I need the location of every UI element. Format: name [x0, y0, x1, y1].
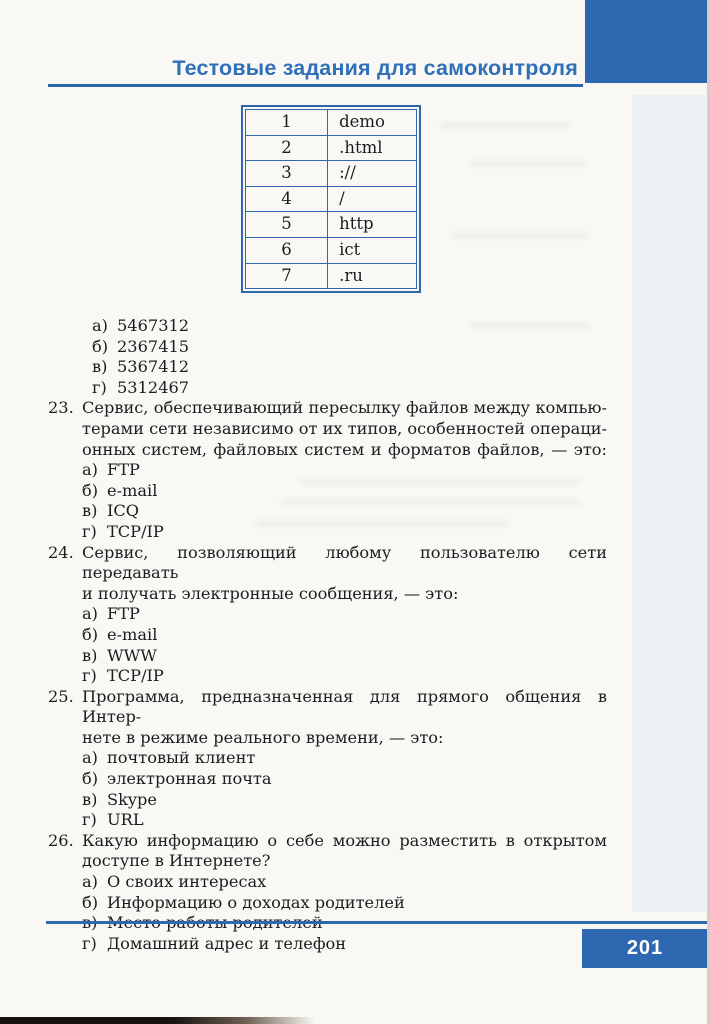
url-part-value: .html [328, 135, 417, 161]
question-body [82, 687, 607, 831]
option-text: Домашний адрес и телефон [107, 933, 347, 953]
option-text: TCP/IP [107, 666, 164, 686]
question-text-line: доступе в Интернете? [82, 851, 271, 871]
url-part-number: 3 [246, 161, 328, 187]
answer-option [82, 872, 607, 893]
option-letter: в) [82, 645, 98, 665]
answer-option [92, 378, 607, 399]
option-text: ICQ [107, 501, 140, 521]
question-number: 25. [48, 686, 74, 706]
option-text: FTP [107, 460, 140, 480]
question-text-line: и получать электронные сообщения, — это: [82, 583, 459, 603]
option-text: URL [107, 810, 144, 830]
url-part-value: / [328, 186, 417, 212]
option-text: 5467312 [117, 316, 190, 335]
option-text: О своих интересах [107, 872, 267, 892]
option-text: почтовый клиент [107, 748, 256, 768]
option-letter: б) [82, 769, 99, 789]
option-letter: г) [82, 666, 97, 686]
table-row [246, 110, 417, 136]
scan-texture-strip [632, 95, 706, 912]
bleed-artifact [450, 232, 590, 239]
table-row [246, 161, 417, 187]
table-row [246, 237, 417, 263]
option-letter: а) [82, 604, 98, 624]
question-number: 24. [48, 542, 74, 562]
table-row [246, 135, 417, 161]
option-letter: в) [92, 357, 108, 377]
option-letter: г) [82, 810, 97, 830]
answer-option [82, 913, 607, 934]
url-part-value: ict [328, 237, 417, 263]
url-part-value: .ru [328, 263, 417, 289]
question-25 [48, 687, 607, 831]
corner-accent-block [585, 0, 708, 83]
option-letter: б) [82, 892, 99, 912]
bleed-artifact [255, 520, 510, 527]
answer-option [82, 666, 607, 687]
option-letter: б) [82, 624, 99, 644]
url-part-value: demo [328, 110, 417, 136]
question-text-line: терами сети независимо от их типов, особенностей операци- [82, 418, 607, 438]
bleed-artifact [470, 322, 590, 329]
option-letter: г) [82, 521, 97, 541]
question-number: 23. [48, 398, 74, 418]
table-row [246, 186, 417, 212]
question-body [82, 543, 607, 687]
question-text-line: Какую информацию о себе можно разместить в открытом [82, 830, 607, 850]
url-part-number: 5 [246, 212, 328, 238]
url-part-number: 1 [246, 110, 328, 136]
option-letter: г) [82, 933, 97, 953]
option-letter: г) [92, 377, 107, 397]
option-text: TCP/IP [107, 521, 164, 541]
option-text: Skype [107, 789, 157, 809]
answer-option [82, 625, 607, 646]
option-text: 5312467 [117, 377, 190, 397]
option-text: e-mail [107, 480, 158, 500]
url-part-value: :// [328, 161, 417, 187]
question-text-line: Сервис, позволяющий любому пользователю сети передавать [82, 542, 607, 583]
option-text: электронная почта [107, 769, 272, 789]
option-letter [82, 913, 102, 934]
footer-rule [46, 921, 708, 924]
option-letter: а) [82, 872, 98, 892]
option-letter: в) [82, 789, 98, 809]
option-text: 5367412 [117, 357, 190, 377]
answer-option [82, 748, 607, 769]
answer-option [82, 893, 607, 914]
option-text: 2367415 [117, 336, 190, 356]
option-text: e-mail [107, 624, 158, 644]
option-letter: а) [82, 460, 98, 480]
url-part-number: 7 [246, 263, 328, 289]
url-part-value: http [328, 212, 417, 238]
question-26 [48, 831, 607, 955]
question-text-line: Программа, предназначенная для прямого общения в Интер- [82, 686, 607, 727]
answer-option [92, 337, 607, 358]
option-letter: б) [92, 336, 109, 356]
answer-option [92, 357, 607, 378]
question-text-line: нете в режиме реального времени, — это: [82, 727, 444, 747]
bleed-artifact [468, 160, 586, 167]
answer-option [82, 604, 607, 625]
url-parts-table [241, 105, 421, 293]
url-part-number: 6 [246, 237, 328, 263]
answer-option [82, 934, 607, 955]
question-text-line: онных систем, файловых систем и форматов файлов, — это: [82, 439, 607, 459]
bleed-artifact [280, 499, 580, 506]
question-body [82, 831, 607, 955]
option-letter: а) [92, 316, 108, 335]
url-part-number: 4 [246, 186, 328, 212]
page-body [48, 316, 607, 954]
table-row [246, 263, 417, 289]
book-edge-shadow [0, 1017, 315, 1024]
answer-option [82, 769, 607, 790]
question-text-line: Сервис, обеспечивающий пересылку файлов между компью- [82, 398, 607, 418]
option-letter: а) [82, 748, 98, 768]
page-number-badge: 201 [582, 929, 708, 968]
question-number: 26. [48, 830, 74, 850]
answer-option [82, 810, 607, 831]
bleed-artifact [440, 122, 570, 129]
answer-option [82, 646, 607, 667]
option-text: WWW [107, 645, 157, 665]
question-24 [48, 543, 607, 687]
bleed-artifact [300, 478, 580, 485]
table-row [246, 212, 417, 238]
page-title: Тестовые задания для самоконтроля [172, 56, 578, 80]
option-text: FTP [107, 604, 140, 624]
option-text: Информацию о доходах родителей [107, 892, 405, 912]
answer-option [82, 790, 607, 811]
option-letter: б) [82, 480, 99, 500]
option-letter: в) [82, 501, 98, 521]
header-rule [48, 84, 583, 87]
url-part-number: 2 [246, 135, 328, 161]
